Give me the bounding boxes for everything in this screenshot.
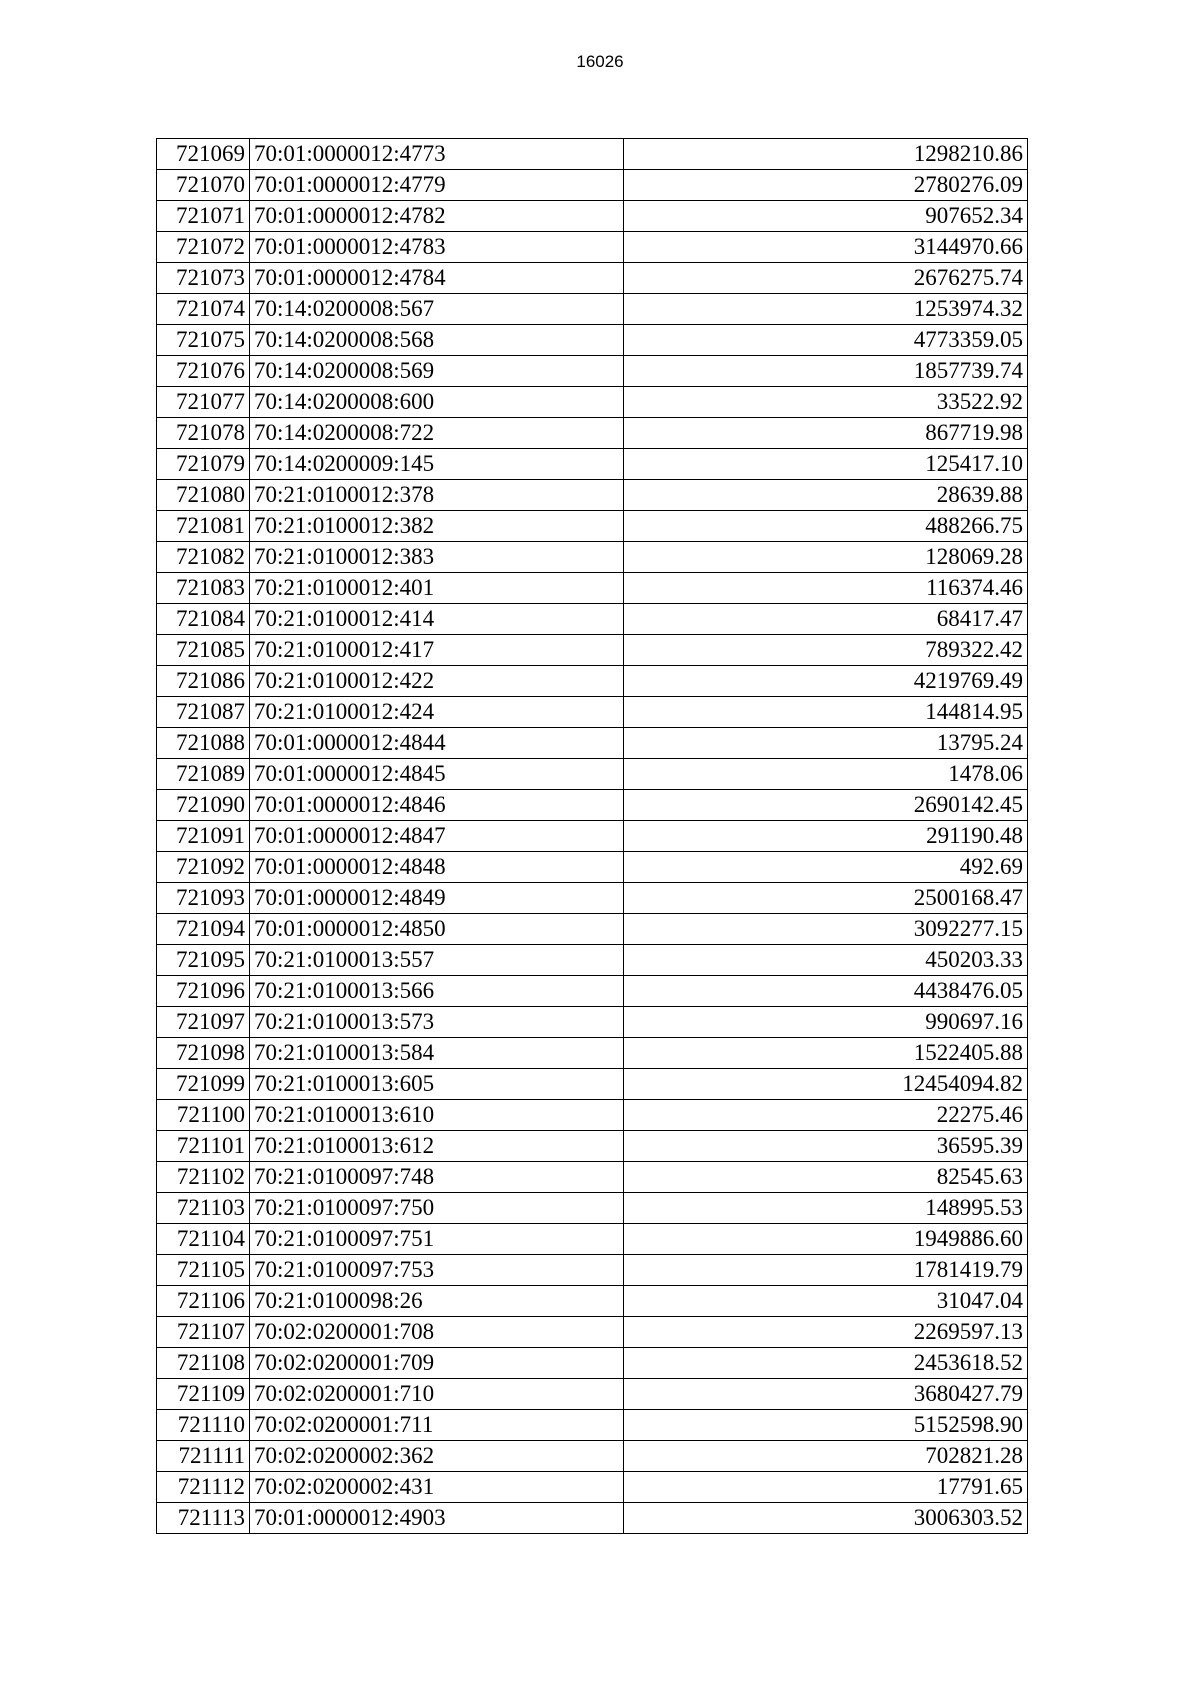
cadastral-number-cell: 70:21:0100013:584 [250, 1038, 624, 1069]
row-number-cell: 721101 [157, 1131, 250, 1162]
table-row [157, 1348, 1028, 1379]
cadastral-number-cell: 70:21:0100097:753 [250, 1255, 624, 1286]
table-row [157, 759, 1028, 790]
cadastral-value-cell: 2780276.09 [624, 170, 1028, 201]
table-row [157, 1441, 1028, 1472]
table-row [157, 604, 1028, 635]
row-number-cell: 721110 [157, 1410, 250, 1441]
cadastral-value-cell: 4438476.05 [624, 976, 1028, 1007]
cadastral-value-cell: 68417.47 [624, 604, 1028, 635]
table-row [157, 1162, 1028, 1193]
cadastral-value-cell: 12454094.82 [624, 1069, 1028, 1100]
cadastral-value-cell: 17791.65 [624, 1472, 1028, 1503]
table-row [157, 573, 1028, 604]
cadastral-number-cell: 70:02:0200001:708 [250, 1317, 624, 1348]
cadastral-value-table [156, 138, 1028, 1534]
row-number-cell: 721081 [157, 511, 250, 542]
cadastral-number-cell: 70:02:0200001:711 [250, 1410, 624, 1441]
cadastral-number-cell: 70:14:0200008:722 [250, 418, 624, 449]
row-number-cell: 721076 [157, 356, 250, 387]
row-number-cell: 721090 [157, 790, 250, 821]
row-number-cell: 721102 [157, 1162, 250, 1193]
row-number-cell: 721084 [157, 604, 250, 635]
cadastral-number-cell: 70:21:0100013:573 [250, 1007, 624, 1038]
cadastral-value-cell: 907652.34 [624, 201, 1028, 232]
row-number-cell: 721109 [157, 1379, 250, 1410]
cadastral-number-cell: 70:21:0100012:378 [250, 480, 624, 511]
row-number-cell: 721113 [157, 1503, 250, 1534]
table-row [157, 1007, 1028, 1038]
cadastral-number-cell: 70:21:0100012:422 [250, 666, 624, 697]
row-number-cell: 721096 [157, 976, 250, 1007]
cadastral-number-cell: 70:01:0000012:4848 [250, 852, 624, 883]
cadastral-value-cell: 3006303.52 [624, 1503, 1028, 1534]
cadastral-number-cell: 70:21:0100012:424 [250, 697, 624, 728]
cadastral-number-cell: 70:02:0200002:431 [250, 1472, 624, 1503]
table-row [157, 1100, 1028, 1131]
table-row [157, 1255, 1028, 1286]
cadastral-value-cell: 36595.39 [624, 1131, 1028, 1162]
table-row [157, 294, 1028, 325]
row-number-cell: 721083 [157, 573, 250, 604]
cadastral-value-cell: 450203.33 [624, 945, 1028, 976]
cadastral-number-cell: 70:01:0000012:4850 [250, 914, 624, 945]
cadastral-value-cell: 4219769.49 [624, 666, 1028, 697]
cadastral-number-cell: 70:01:0000012:4773 [250, 139, 624, 170]
cadastral-number-cell: 70:21:0100012:414 [250, 604, 624, 635]
row-number-cell: 721080 [157, 480, 250, 511]
cadastral-number-cell: 70:01:0000012:4903 [250, 1503, 624, 1534]
page-number: 16026 [576, 52, 624, 71]
table-row [157, 821, 1028, 852]
row-number-cell: 721097 [157, 1007, 250, 1038]
table-row [157, 170, 1028, 201]
table-row [157, 1472, 1028, 1503]
table-row [157, 728, 1028, 759]
table-row [157, 790, 1028, 821]
table-row [157, 666, 1028, 697]
row-number-cell: 721106 [157, 1286, 250, 1317]
cadastral-number-cell: 70:14:0200008:567 [250, 294, 624, 325]
cadastral-number-cell: 70:21:0100013:605 [250, 1069, 624, 1100]
cadastral-value-cell: 4773359.05 [624, 325, 1028, 356]
table-row [157, 1286, 1028, 1317]
table-row [157, 418, 1028, 449]
cadastral-number-cell: 70:14:0200008:569 [250, 356, 624, 387]
row-number-cell: 721082 [157, 542, 250, 573]
table-row [157, 139, 1028, 170]
cadastral-value-cell: 82545.63 [624, 1162, 1028, 1193]
cadastral-value-cell: 33522.92 [624, 387, 1028, 418]
cadastral-value-cell: 1949886.60 [624, 1224, 1028, 1255]
cadastral-number-cell: 70:01:0000012:4846 [250, 790, 624, 821]
cadastral-number-cell: 70:14:0200008:600 [250, 387, 624, 418]
cadastral-value-cell: 1781419.79 [624, 1255, 1028, 1286]
row-number-cell: 721075 [157, 325, 250, 356]
cadastral-number-cell: 70:21:0100097:751 [250, 1224, 624, 1255]
cadastral-number-cell: 70:01:0000012:4849 [250, 883, 624, 914]
cadastral-value-cell: 125417.10 [624, 449, 1028, 480]
table-row [157, 635, 1028, 666]
table-row [157, 1038, 1028, 1069]
row-number-cell: 721112 [157, 1472, 250, 1503]
cadastral-number-cell: 70:01:0000012:4779 [250, 170, 624, 201]
cadastral-value-cell: 1253974.32 [624, 294, 1028, 325]
row-number-cell: 721111 [157, 1441, 250, 1472]
row-number-cell: 721093 [157, 883, 250, 914]
cadastral-number-cell: 70:14:0200008:568 [250, 325, 624, 356]
table-row [157, 232, 1028, 263]
cadastral-value-cell: 2690142.45 [624, 790, 1028, 821]
table-row [157, 542, 1028, 573]
table-row [157, 852, 1028, 883]
row-number-cell: 721088 [157, 728, 250, 759]
cadastral-number-cell: 70:02:0200001:709 [250, 1348, 624, 1379]
cadastral-number-cell: 70:02:0200002:362 [250, 1441, 624, 1472]
row-number-cell: 721069 [157, 139, 250, 170]
table-body [157, 139, 1028, 1534]
table-row [157, 1193, 1028, 1224]
table-row [157, 356, 1028, 387]
cadastral-value-cell: 116374.46 [624, 573, 1028, 604]
cadastral-number-cell: 70:21:0100013:610 [250, 1100, 624, 1131]
table-row [157, 945, 1028, 976]
table-row [157, 387, 1028, 418]
row-number-cell: 721105 [157, 1255, 250, 1286]
cadastral-number-cell: 70:01:0000012:4844 [250, 728, 624, 759]
row-number-cell: 721103 [157, 1193, 250, 1224]
cadastral-value-cell: 22275.46 [624, 1100, 1028, 1131]
row-number-cell: 721107 [157, 1317, 250, 1348]
cadastral-value-cell: 702821.28 [624, 1441, 1028, 1472]
cadastral-number-cell: 70:21:0100012:382 [250, 511, 624, 542]
row-number-cell: 721104 [157, 1224, 250, 1255]
cadastral-value-cell: 148995.53 [624, 1193, 1028, 1224]
cadastral-number-cell: 70:21:0100012:401 [250, 573, 624, 604]
row-number-cell: 721089 [157, 759, 250, 790]
row-number-cell: 721108 [157, 1348, 250, 1379]
row-number-cell: 721070 [157, 170, 250, 201]
cadastral-value-cell: 867719.98 [624, 418, 1028, 449]
cadastral-value-cell: 1298210.86 [624, 139, 1028, 170]
row-number-cell: 721078 [157, 418, 250, 449]
cadastral-number-cell: 70:02:0200001:710 [250, 1379, 624, 1410]
table-row [157, 449, 1028, 480]
table-row [157, 1131, 1028, 1162]
row-number-cell: 721085 [157, 635, 250, 666]
row-number-cell: 721073 [157, 263, 250, 294]
cadastral-value-cell: 2676275.74 [624, 263, 1028, 294]
cadastral-number-cell: 70:21:0100012:383 [250, 542, 624, 573]
cadastral-value-cell: 144814.95 [624, 697, 1028, 728]
cadastral-value-cell: 1478.06 [624, 759, 1028, 790]
table-row [157, 511, 1028, 542]
cadastral-number-cell: 70:21:0100012:417 [250, 635, 624, 666]
row-number-cell: 721071 [157, 201, 250, 232]
cadastral-value-cell: 31047.04 [624, 1286, 1028, 1317]
cadastral-value-cell: 291190.48 [624, 821, 1028, 852]
cadastral-value-cell: 492.69 [624, 852, 1028, 883]
row-number-cell: 721092 [157, 852, 250, 883]
table-row [157, 263, 1028, 294]
cadastral-value-cell: 488266.75 [624, 511, 1028, 542]
cadastral-value-cell: 2453618.52 [624, 1348, 1028, 1379]
table-row [157, 1224, 1028, 1255]
cadastral-value-cell: 1857739.74 [624, 356, 1028, 387]
row-number-cell: 721086 [157, 666, 250, 697]
cadastral-value-cell: 990697.16 [624, 1007, 1028, 1038]
table-row [157, 325, 1028, 356]
row-number-cell: 721077 [157, 387, 250, 418]
table-row [157, 883, 1028, 914]
table-row [157, 976, 1028, 1007]
cadastral-number-cell: 70:01:0000012:4847 [250, 821, 624, 852]
table-row [157, 1410, 1028, 1441]
table-row [157, 1503, 1028, 1534]
cadastral-value-cell: 28639.88 [624, 480, 1028, 511]
row-number-cell: 721074 [157, 294, 250, 325]
row-number-cell: 721079 [157, 449, 250, 480]
cadastral-number-cell: 70:21:0100013:566 [250, 976, 624, 1007]
cadastral-value-cell: 3144970.66 [624, 232, 1028, 263]
row-number-cell: 721098 [157, 1038, 250, 1069]
table-row [157, 480, 1028, 511]
row-number-cell: 721094 [157, 914, 250, 945]
table-row [157, 201, 1028, 232]
table-row [157, 1069, 1028, 1100]
cadastral-number-cell: 70:01:0000012:4845 [250, 759, 624, 790]
cadastral-value-cell: 128069.28 [624, 542, 1028, 573]
cadastral-number-cell: 70:01:0000012:4782 [250, 201, 624, 232]
table-row [157, 914, 1028, 945]
cadastral-value-cell: 789322.42 [624, 635, 1028, 666]
row-number-cell: 721099 [157, 1069, 250, 1100]
row-number-cell: 721072 [157, 232, 250, 263]
cadastral-number-cell: 70:21:0100098:26 [250, 1286, 624, 1317]
cadastral-number-cell: 70:21:0100013:557 [250, 945, 624, 976]
cadastral-value-cell: 1522405.88 [624, 1038, 1028, 1069]
cadastral-number-cell: 70:21:0100097:750 [250, 1193, 624, 1224]
cadastral-number-cell: 70:21:0100013:612 [250, 1131, 624, 1162]
cadastral-value-cell: 2500168.47 [624, 883, 1028, 914]
cadastral-number-cell: 70:21:0100097:748 [250, 1162, 624, 1193]
row-number-cell: 721100 [157, 1100, 250, 1131]
cadastral-value-cell: 3680427.79 [624, 1379, 1028, 1410]
cadastral-value-cell: 13795.24 [624, 728, 1028, 759]
table-row [157, 697, 1028, 728]
cadastral-value-cell: 2269597.13 [624, 1317, 1028, 1348]
cadastral-value-cell: 5152598.90 [624, 1410, 1028, 1441]
row-number-cell: 721095 [157, 945, 250, 976]
cadastral-number-cell: 70:01:0000012:4783 [250, 232, 624, 263]
table-row [157, 1379, 1028, 1410]
row-number-cell: 721091 [157, 821, 250, 852]
table-row [157, 1317, 1028, 1348]
row-number-cell: 721087 [157, 697, 250, 728]
cadastral-value-cell: 3092277.15 [624, 914, 1028, 945]
cadastral-number-cell: 70:14:0200009:145 [250, 449, 624, 480]
cadastral-number-cell: 70:01:0000012:4784 [250, 263, 624, 294]
